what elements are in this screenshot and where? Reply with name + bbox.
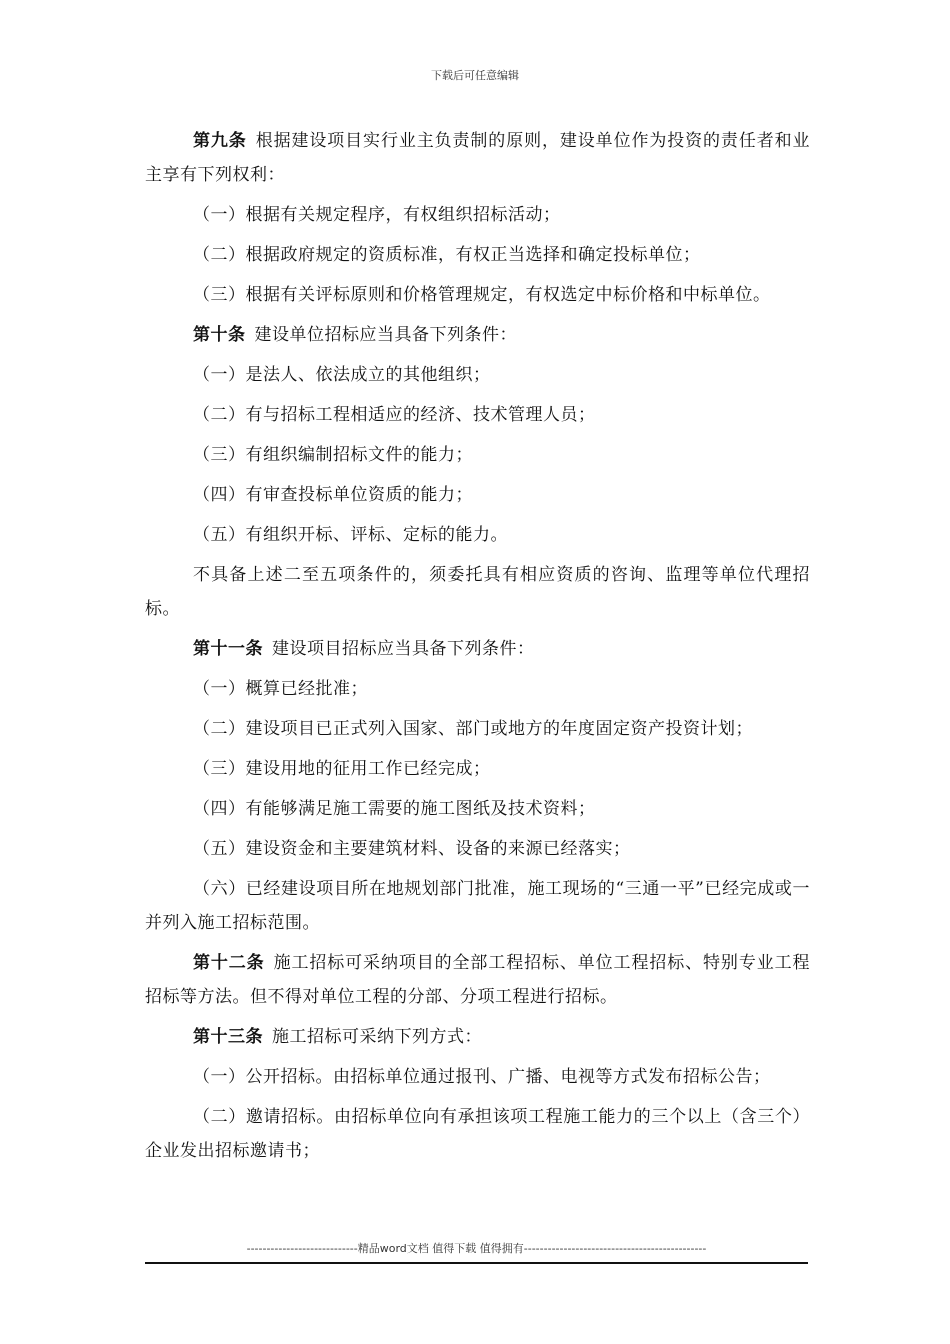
paragraph-text: （三）有组织编制招标文件的能力； [193, 445, 473, 465]
clause-paragraph [145, 358, 810, 392]
clause-paragraph [145, 278, 810, 312]
clause-paragraph [145, 1060, 810, 1094]
paragraph-text: （五）建设资金和主要建筑材料、设备的来源已经落实； [193, 839, 631, 859]
clause-paragraph [145, 792, 810, 826]
clause-paragraph [145, 1100, 810, 1168]
clause-paragraph [145, 518, 810, 552]
paragraph-text: （二）根据政府规定的资质标准，有权正当选择和确定投标单位； [193, 245, 701, 265]
paragraph-text: （三）根据有关评标原则和价格管理规定，有权选定中标价格和中标单位。 [193, 285, 771, 305]
paragraph-text: （二）建设项目已正式列入国家、部门或地方的年度固定资产投资计划； [193, 719, 753, 739]
paragraph-text: 施工招标可采纳项目的全部工程招标、单位工程招标、特别专业工程招标等方法。但不得对单位工程的分部、分项工程进行招标。 [145, 953, 811, 1007]
page-header: 下载后可任意编辑 [431, 69, 519, 82]
document-body [145, 124, 810, 1174]
clause-paragraph [145, 832, 810, 866]
article-number: 第十一条 [193, 639, 263, 659]
article-paragraph [145, 1020, 810, 1054]
paragraph-text: （四）有审查投标单位资质的能力； [193, 485, 473, 505]
paragraph-text: 建设项目招标应当具备下列条件： [272, 639, 535, 659]
article-number: 第十条 [193, 325, 246, 345]
article-number: 第十二条 [193, 953, 265, 973]
clause-paragraph [145, 478, 810, 512]
article-paragraph [145, 318, 810, 352]
clause-paragraph [145, 712, 810, 746]
paragraph-text: （一）是法人、依法成立的其他组织； [193, 365, 491, 385]
clause-paragraph [145, 438, 810, 472]
paragraph-text: （一）公开招标。由招标单位通过报刊、广播、电视等方式发布招标公告； [193, 1067, 771, 1087]
clause-paragraph [145, 238, 810, 272]
clause-paragraph [145, 398, 810, 432]
paragraph-text: （四）有能够满足施工需要的施工图纸及技术资料； [193, 799, 596, 819]
clause-paragraph [145, 752, 810, 786]
paragraph-text: （六）已经建设项目所在地规划部门批准，施工现场的“三通一平”已经完成或一并列入施工招标范围。 [145, 879, 810, 933]
paragraph-text: 不具备上述二至五项条件的，须委托具有相应资质的咨询、监理等单位代理招标。 [145, 565, 810, 619]
paragraph-text: （二）有与招标工程相适应的经济、技术管理人员； [193, 405, 596, 425]
paragraph-text: （五）有组织开标、评标、定标的能力。 [193, 525, 508, 545]
footer-rule [145, 1262, 808, 1264]
paragraph-text: 施工招标可采纳下列方式： [272, 1027, 482, 1047]
article-paragraph [145, 946, 810, 1014]
paragraph-text: （三）建设用地的征用工作已经完成； [193, 759, 491, 779]
article-number: 第九条 [193, 131, 247, 151]
clause-paragraph [145, 558, 810, 626]
article-paragraph [145, 632, 810, 666]
paragraph-text: （二）邀请招标。由招标单位向有承担该项工程施工能力的三个以上（含三个）企业发出招标邀请书； [145, 1107, 810, 1161]
page-footer: ----------------------------精品word文档 值得下载 值得拥有---------------------------------------------- [246, 1242, 707, 1255]
paragraph-text: 根据建设项目实行业主负责制的原则，建设单位作为投资的责任者和业主享有下列权利： [145, 131, 811, 185]
article-number: 第十三条 [193, 1027, 263, 1047]
clause-paragraph [145, 872, 810, 940]
paragraph-text: 建设单位招标应当具备下列条件： [254, 325, 517, 345]
clause-paragraph [145, 672, 810, 706]
paragraph-text: （一）概算已经批准； [193, 679, 368, 699]
article-paragraph [145, 124, 810, 192]
clause-paragraph [145, 198, 810, 232]
paragraph-text: （一）根据有关规定程序，有权组织招标活动； [193, 205, 561, 225]
